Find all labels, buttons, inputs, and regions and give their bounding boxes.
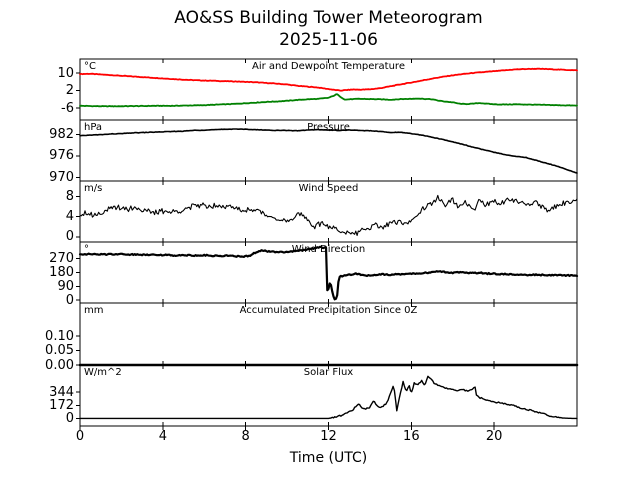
- panel-title-temperature: Air and Dewpoint Temperature: [252, 61, 405, 72]
- series-solar-flux: [80, 376, 577, 418]
- panel-unit-pressure: hPa: [84, 122, 103, 133]
- panel-unit-solar-flux: W/m^2: [84, 367, 122, 378]
- panel-title-precipitation: Accumulated Precipitation Since 0Z: [239, 305, 418, 316]
- y-tick-label: 90: [57, 278, 74, 294]
- y-tick-label: 172: [49, 397, 74, 413]
- y-tick-label: 0.05: [45, 343, 74, 359]
- x-tick-label: 4: [158, 429, 167, 444]
- figure-date: 2025-11-06: [279, 30, 378, 50]
- x-tick-label: 20: [485, 429, 503, 444]
- y-tick-label: 180: [49, 265, 74, 280]
- panel-unit-precipitation: mm: [84, 305, 104, 316]
- y-tick-label: 0.00: [45, 357, 74, 373]
- panel-unit-wind-direction: °: [84, 244, 89, 255]
- series-wind-speed: [80, 195, 577, 235]
- panel-title-pressure: Pressure: [307, 122, 350, 133]
- y-tick-label: 4: [65, 209, 74, 225]
- x-tick-label: 16: [403, 429, 420, 444]
- x-tick-label: 8: [241, 429, 250, 444]
- series-station-pressure: [80, 129, 577, 173]
- panel-title-wind-direction: Wind Direction: [291, 244, 366, 255]
- y-tick-label: 982: [49, 126, 74, 142]
- panel-title-solar-flux: Solar Flux: [303, 367, 354, 378]
- y-tick-label: 0: [65, 410, 74, 426]
- y-tick-label: 0.10: [45, 328, 74, 344]
- y-tick-label: 0: [65, 292, 74, 308]
- panel-unit-wind-speed: m/s: [84, 183, 103, 194]
- y-tick-label: 970: [49, 169, 74, 185]
- x-axis-label: Time (UTC): [289, 450, 368, 466]
- series-dewpoint-temperature: [80, 94, 577, 106]
- y-tick-label: 344: [49, 384, 74, 400]
- y-tick-label: 270: [49, 251, 74, 267]
- panel-title-wind-speed: Wind Speed: [298, 183, 359, 194]
- y-tick-label: 10: [57, 65, 74, 81]
- figure-title: AO&SS Building Tower Meteorogram: [174, 8, 483, 28]
- y-tick-label: 8: [65, 188, 74, 204]
- panel-unit-temperature: °C: [84, 61, 96, 72]
- y-tick-label: 976: [49, 148, 74, 164]
- y-tick-label: -6: [61, 100, 74, 116]
- x-tick-label: 12: [320, 429, 337, 444]
- y-tick-label: 2: [65, 83, 74, 99]
- y-tick-label: 0: [65, 229, 74, 245]
- x-tick-label: 0: [75, 429, 85, 444]
